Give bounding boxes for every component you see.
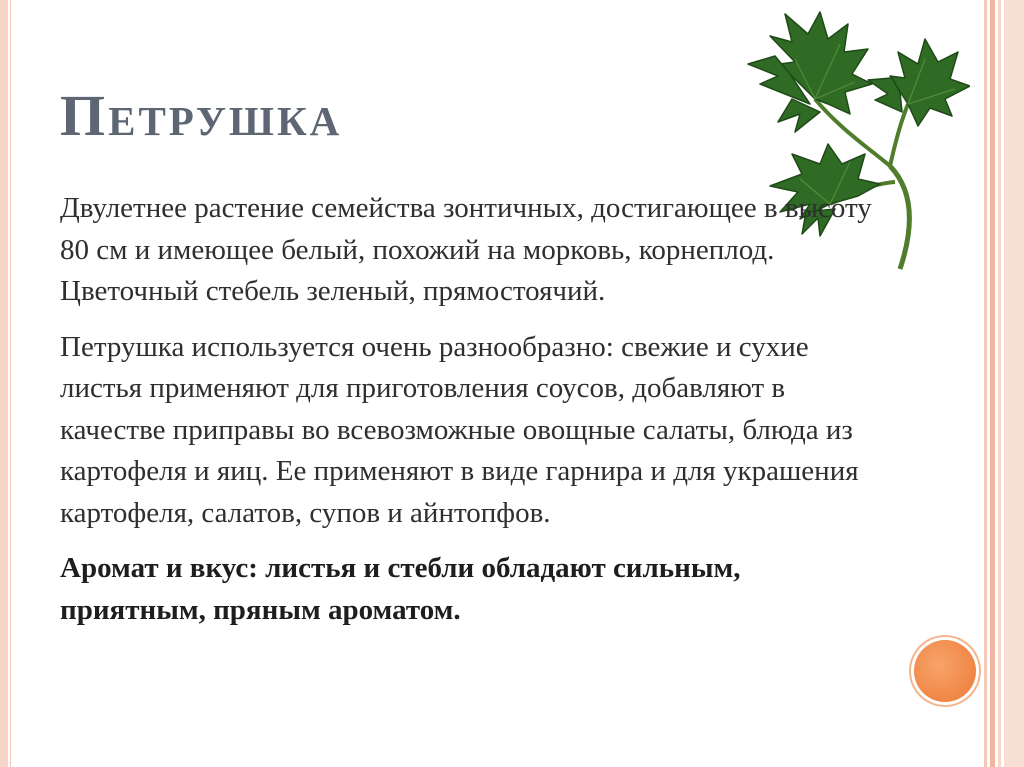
slide-body bbox=[60, 188, 890, 645]
paragraph-usage: Петрушка используется очень разнообразно: свежие и сухие листья применяют для приготовления соусов, добавляют в качестве приправы во всевозможные овощные салаты, блюда из картофеля и яиц. Ее применяют в виде гарнира и для украшения картофеля, салатов, супов и айнтопфов. bbox=[60, 330, 859, 529]
left-frame-border bbox=[0, 0, 8, 767]
right-frame-border bbox=[984, 0, 1024, 767]
left-frame-line bbox=[10, 0, 11, 767]
paragraph-description: Двулетнее растение семейства зонтичных, достигающее в высоту 80 см и имеющее белый, похожий на морковь, корнеплод. Цветочный стебель зеленый, прямостоячий. bbox=[60, 192, 872, 307]
orange-circle-icon bbox=[914, 640, 976, 702]
slide-title: Петрушка bbox=[60, 83, 343, 148]
paragraph-aroma: Аромат и вкус: листья и стебли обладают сильным, приятным, пряным ароматом. bbox=[60, 552, 741, 626]
